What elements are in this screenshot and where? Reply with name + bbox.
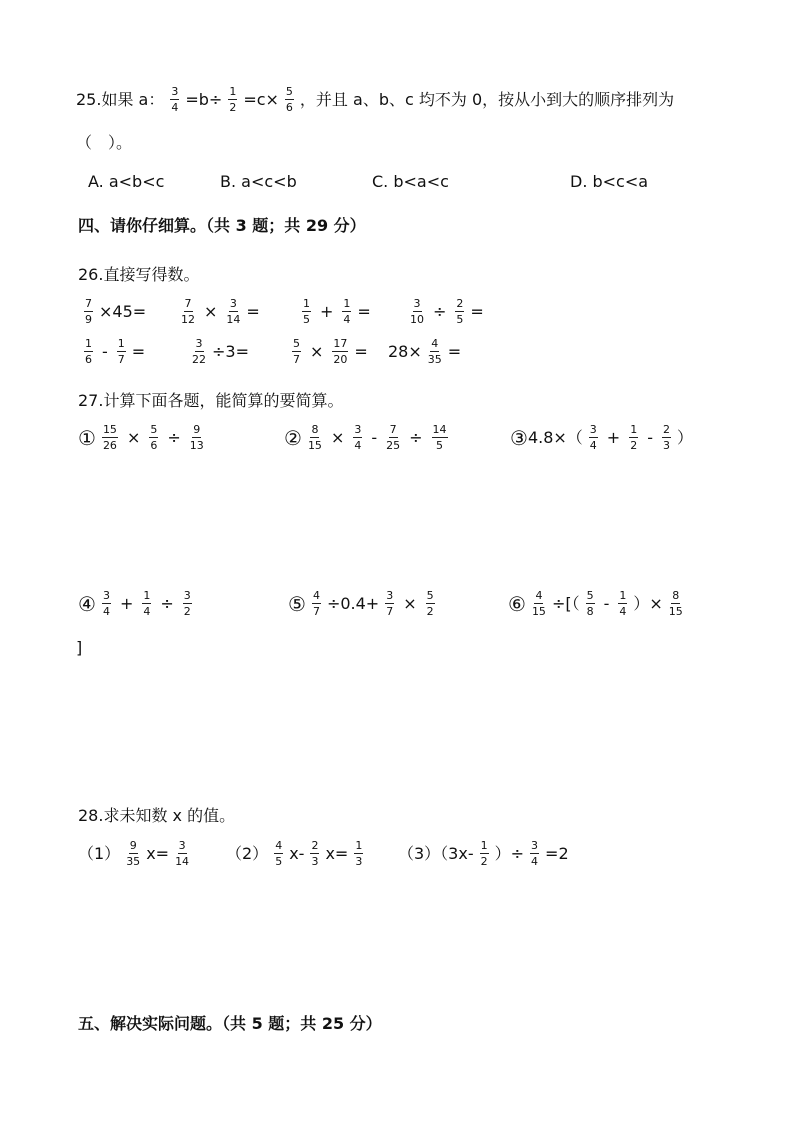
fraction: $\frac{3}{22}$ xyxy=(192,337,206,366)
fraction: $\frac{3}{4}$ xyxy=(171,85,179,114)
q27-problem-6: ⑥ $\frac{4}{15}$ ÷[（ $\frac{5}{8}$ - $\frac{1}{4}$ ）× $\frac{8}{15}$ xyxy=(508,589,683,618)
fraction: $\frac{7}{25}$ xyxy=(386,423,401,452)
q27-problem-6-close: ] xyxy=(76,638,83,657)
q25-option-d[interactable]: D. b<c<a xyxy=(570,172,649,191)
fraction: $\frac{4}{15}$ xyxy=(531,589,546,618)
q25-option-c[interactable]: C. b<a<c xyxy=(372,172,449,191)
q28-equation-3: （3）（3x- $\frac{1}{2}$ ）÷ $\frac{3}{4}$ =2 xyxy=(398,839,569,868)
fraction: $\frac{7}{12}$ xyxy=(181,297,195,326)
fraction: $\frac{1}{4}$ xyxy=(619,589,627,618)
fraction: $\frac{3}{14}$ xyxy=(226,297,241,326)
q26-item: $\frac{1}{6}$ - $\frac{1}{7}$ = xyxy=(85,337,146,366)
q25-option-b[interactable]: B. a<c<b xyxy=(220,172,297,191)
section-4-title: 四、请你仔细算。（共 3 题；共 29 分） xyxy=(78,216,366,235)
fraction: $\frac{1}{7}$ xyxy=(117,337,125,366)
q28-equation-2: （2） $\frac{4}{5}$ x- $\frac{2}{3}$ x= $\frac{1}{3}$ xyxy=(226,839,363,868)
fraction: $\frac{3}{4}$ xyxy=(531,839,539,868)
fraction: $\frac{3}{2}$ xyxy=(183,589,191,618)
fraction: $\frac{1}{2}$ xyxy=(229,85,237,114)
q27-problem-1: ① $\frac{15}{26}$ × $\frac{5}{6}$ ÷ $\frac{9}{13}$ xyxy=(78,423,204,452)
q25-prefix: 25.如果 a： xyxy=(76,89,165,109)
fraction: $\frac{5}{8}$ xyxy=(586,589,594,618)
fraction: $\frac{1}{2}$ xyxy=(480,839,488,868)
q27-title: 27.计算下面各题，能简算的要简算。 xyxy=(78,391,344,410)
fraction: $\frac{3}{14}$ xyxy=(175,839,190,868)
q27-problem-5: ⑤ $\frac{4}{7}$ ÷0.4+ $\frac{3}{7}$ × $\frac{5}{2}$ xyxy=(288,589,434,618)
fraction: $\frac{1}{3}$ xyxy=(355,839,363,868)
q26-item: $\frac{7}{9}$ ×45= xyxy=(85,297,147,326)
q25-suffix: ，并且 a、b、c 均不为 0，按从小到大的顺序排列为 xyxy=(299,89,675,109)
q26-item: $\frac{3}{22}$ ÷3= xyxy=(192,337,249,366)
fraction: $\frac{2}{5}$ xyxy=(456,297,464,326)
fraction: $\frac{2}{3}$ xyxy=(311,839,319,868)
q25-blank: （ ）。 xyxy=(76,133,133,152)
fraction: $\frac{3}{4}$ xyxy=(102,589,110,618)
fraction: $\frac{4}{7}$ xyxy=(312,589,320,618)
fraction: $\frac{1}{4}$ xyxy=(343,297,351,326)
q27-problem-3: ③ 4.8×（ $\frac{3}{4}$ + $\frac{1}{2}$ - $\frac{2}{3}$ ） xyxy=(510,423,693,452)
fraction: $\frac{5}{2}$ xyxy=(426,589,434,618)
fraction: $\frac{3}{7}$ xyxy=(386,589,394,618)
fraction: $\frac{9}{13}$ xyxy=(189,423,204,452)
fraction: $\frac{3}{4}$ xyxy=(589,423,597,452)
fraction: $\frac{14}{5}$ xyxy=(432,423,447,452)
fraction: $\frac{5}{6}$ xyxy=(285,85,293,114)
fraction: $\frac{3}{10}$ xyxy=(410,297,424,326)
q25-stem: 25.如果 a： $\frac{3}{4}$ =b÷ $\frac{1}{2}$ =c× $\frac{5}{6}$ ，并且 a、b、c 均不为 0，按从小到大的顺序排列为 xyxy=(76,85,675,114)
q26-item: $\frac{7}{12}$ × $\frac{3}{14}$ = xyxy=(181,297,260,326)
fraction: $\frac{5}{7}$ xyxy=(293,337,300,366)
q25-option-a[interactable]: A. a<b<c xyxy=(88,172,165,191)
fraction: $\frac{1}{6}$ xyxy=(85,337,92,366)
fraction: $\frac{5}{6}$ xyxy=(150,423,158,452)
q26-title: 26.直接写得数。 xyxy=(78,265,200,284)
fraction: $\frac{1}{5}$ xyxy=(303,297,310,326)
q26-item: 28× $\frac{4}{35}$ = xyxy=(388,337,462,366)
fraction: $\frac{8}{15}$ xyxy=(307,423,322,452)
fraction: $\frac{9}{35}$ xyxy=(126,839,141,868)
fraction: $\frac{15}{26}$ xyxy=(102,423,117,452)
fraction: $\frac{1}{2}$ xyxy=(630,423,638,452)
fraction: $\frac{2}{3}$ xyxy=(662,423,670,452)
fraction: $\frac{3}{4}$ xyxy=(354,423,362,452)
q28-title: 28.求未知数 x 的值。 xyxy=(78,806,236,825)
q26-item: $\frac{5}{7}$ × $\frac{17}{20}$ = xyxy=(293,337,368,366)
q28-equation-1: （1） $\frac{9}{35}$ x= $\frac{3}{14}$ xyxy=(78,839,190,868)
q27-problem-4: ④ $\frac{3}{4}$ + $\frac{1}{4}$ ÷ $\frac{3}{2}$ xyxy=(78,589,191,618)
fraction: $\frac{4}{5}$ xyxy=(275,839,283,868)
q26-item: $\frac{3}{10}$ ÷ $\frac{2}{5}$ = xyxy=(410,297,484,326)
fraction: $\frac{4}{35}$ xyxy=(427,337,442,366)
q27-problem-2: ② $\frac{8}{15}$ × $\frac{3}{4}$ - $\frac{7}{25}$ ÷ $\frac{14}{5}$ xyxy=(284,423,447,452)
fraction: $\frac{7}{9}$ xyxy=(85,297,92,326)
fraction: $\frac{8}{15}$ xyxy=(668,589,683,618)
q26-item: $\frac{1}{5}$ + $\frac{1}{4}$ = xyxy=(303,297,371,326)
fraction: $\frac{17}{20}$ xyxy=(333,337,348,366)
fraction: $\frac{1}{4}$ xyxy=(143,589,151,618)
section-5-title: 五、解决实际问题。（共 5 题；共 25 分） xyxy=(78,1014,382,1033)
